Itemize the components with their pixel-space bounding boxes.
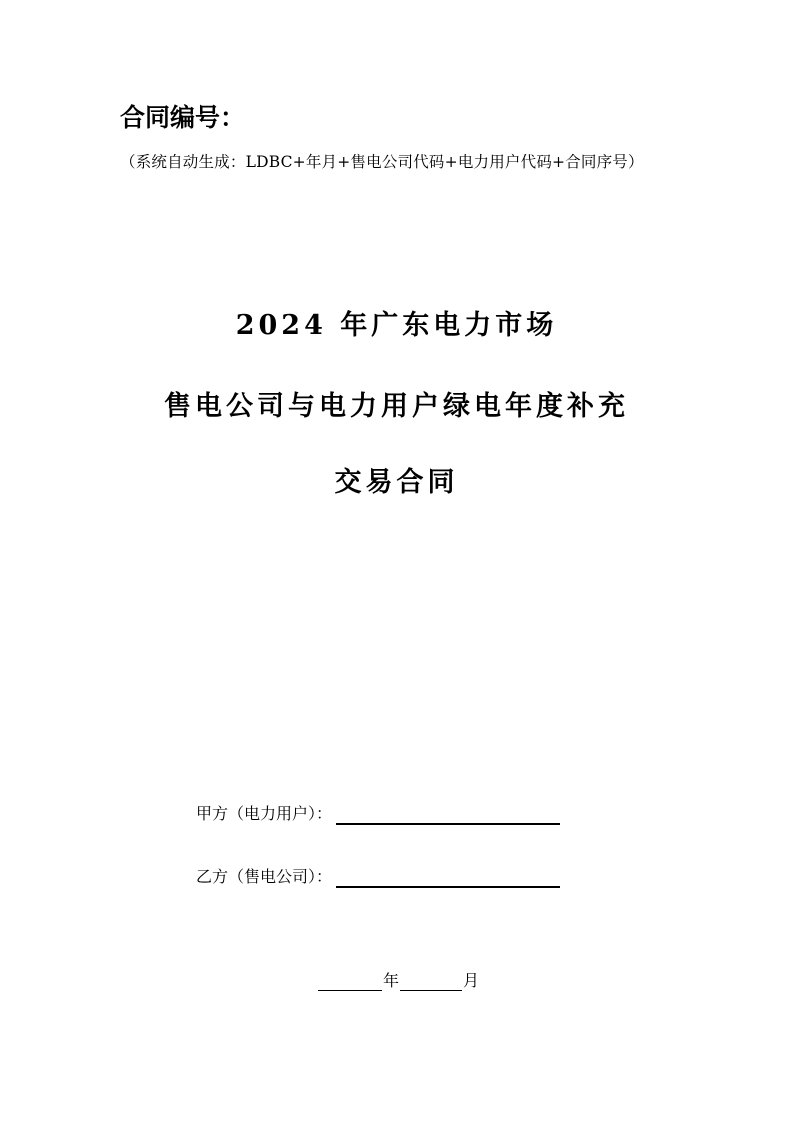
party-b-label: 乙方（售电公司）： bbox=[196, 867, 333, 886]
party-b-signature-line bbox=[336, 864, 560, 888]
party-a-row bbox=[196, 799, 560, 829]
party-b-row bbox=[196, 862, 560, 892]
year-unit-label: 年 bbox=[383, 971, 400, 990]
month-unit-label: 月 bbox=[463, 971, 480, 990]
party-a-label: 甲方（电力用户）： bbox=[196, 804, 333, 823]
month-blank-line bbox=[400, 968, 462, 991]
contract-number-label: 合同编号： bbox=[120, 103, 246, 132]
contract-title-line-3: 交易合同 bbox=[334, 467, 459, 498]
party-a-signature-line bbox=[336, 801, 560, 825]
contract-title-line-1: 2024 年广东电力市场 bbox=[235, 310, 558, 341]
contract-title-line-2: 售电公司与电力用户绿电年度补充 bbox=[164, 391, 629, 422]
contract-number-note: （系统自动生成：LDBC+年月+售电公司代码+电力用户代码+合同序号） bbox=[120, 153, 644, 171]
year-blank-line bbox=[318, 968, 382, 991]
date-row bbox=[318, 966, 480, 996]
